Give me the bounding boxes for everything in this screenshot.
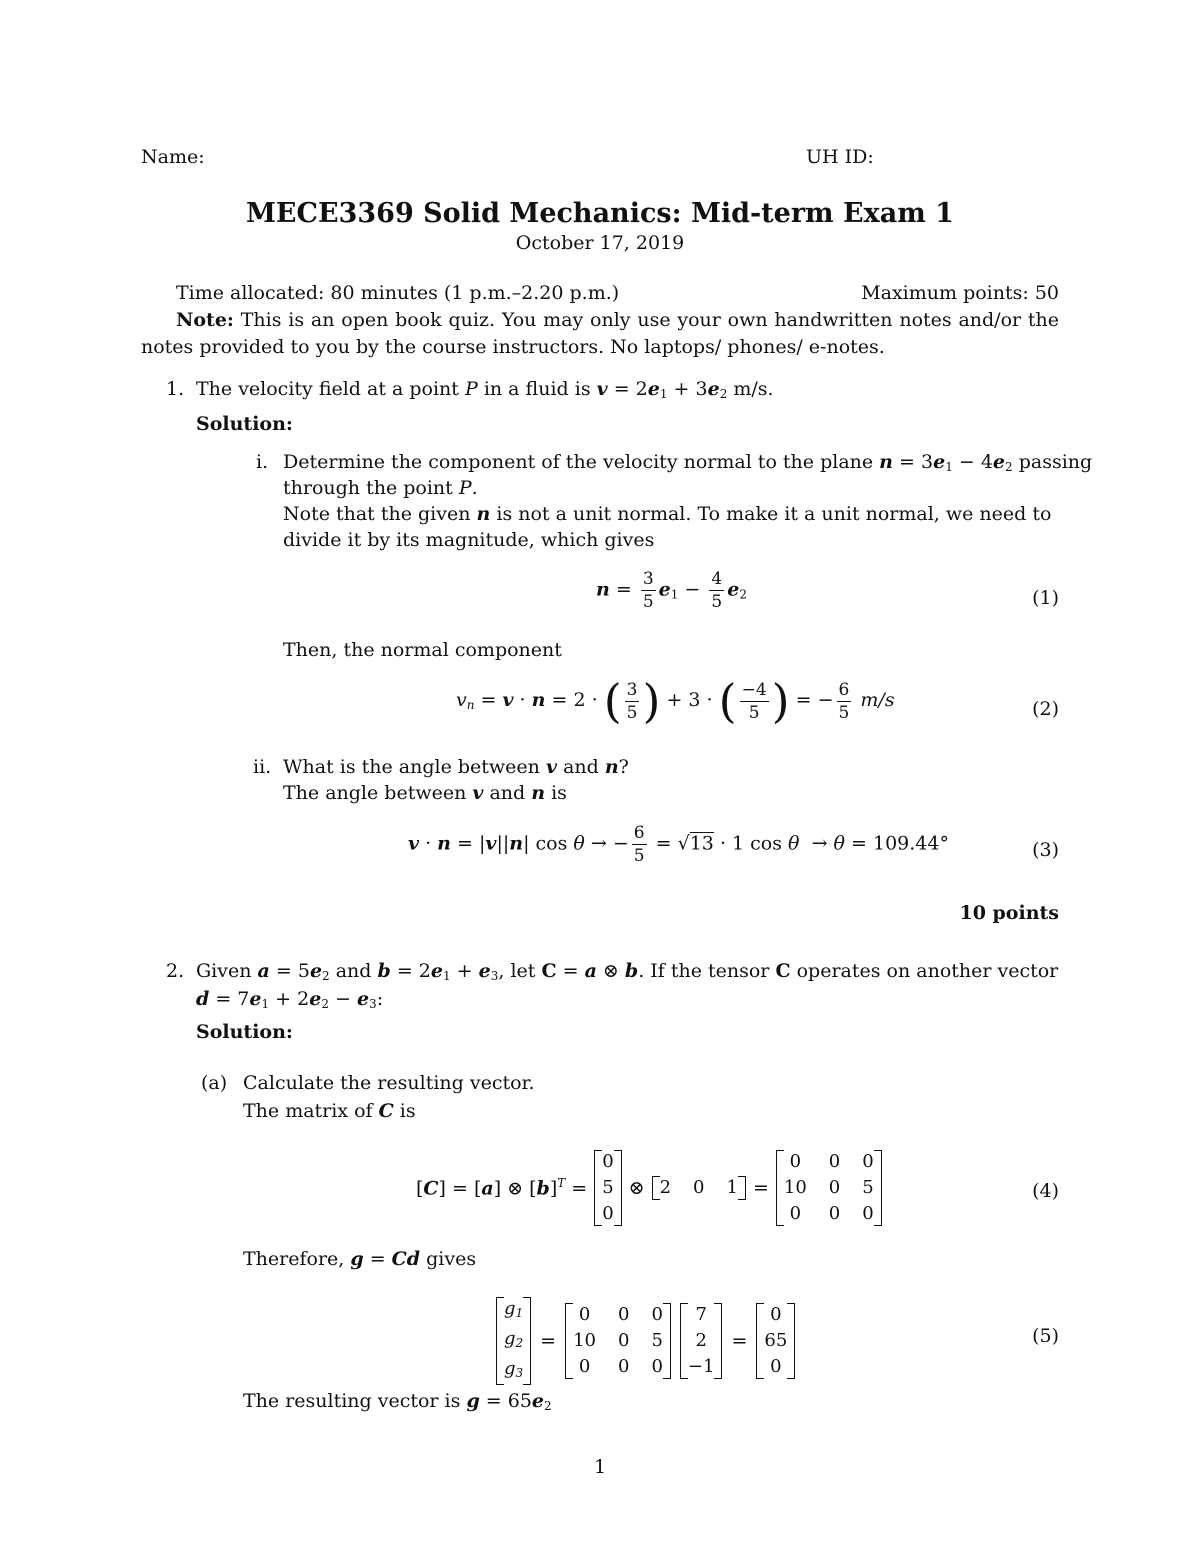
note-a: Note that the given xyxy=(283,503,471,525)
equation-1: n = $\frac{3}{5}$ $e_1$ − $\frac{4}{5}$ $e_2$ xyxy=(596,569,747,612)
angle-b: and xyxy=(489,782,526,804)
q2-part-a-text: Calculate the resulting vector. xyxy=(243,1072,535,1094)
matrix-result: 0 65 0 xyxy=(756,1303,795,1379)
q2-therefore-line: Therefore, g = Cd gives xyxy=(243,1248,477,1270)
q2-if-text: . If the tensor xyxy=(638,960,770,982)
time-allocated: Time allocated: 80 minutes (1 p.m.–2.20 p.m.) xyxy=(176,282,620,304)
q2-solution-label: Solution: xyxy=(196,1021,293,1043)
part-i-text-a: Determine the component of the velocity normal to the plane xyxy=(283,451,874,473)
matrix-c: 0 0 0 10 0 5 0 0 0 xyxy=(776,1150,882,1226)
q1-solution-label: Solution: xyxy=(196,413,293,435)
eq5-number: (5) xyxy=(1032,1325,1059,1347)
matrix-a: 0 5 0 xyxy=(594,1150,621,1226)
q1-part-i-line2: through the point P. xyxy=(283,477,478,499)
therefore-b: gives xyxy=(426,1248,477,1270)
result-text: The resulting vector is xyxy=(243,1390,461,1412)
q1-angle-line: The angle between v and n is xyxy=(283,782,567,804)
eq2-number: (2) xyxy=(1032,698,1059,720)
q2-matrix-line: The matrix of C is xyxy=(243,1100,416,1122)
part-i-text-b: passing xyxy=(1018,451,1093,473)
velocity-expression: $v = 2e_1 + 3e_2$ m/s. xyxy=(596,378,774,401)
matrix-c-2: 0 0 0 10 0 5 0 0 0 xyxy=(565,1303,671,1379)
q1-note-line1: Note that the given n is not a unit normal. To make it a unit normal, we need to xyxy=(283,503,1052,525)
q1-points: 10 points xyxy=(959,902,1059,924)
angle-c: is xyxy=(551,782,567,804)
q1-part-ii-label: ii. xyxy=(253,756,272,778)
q2-prompt-line1: Given $a = 5e_2$ and $b = 2e_1 + e_3$, let C = a ⊗ b. If the tensor C operates on another vector xyxy=(196,960,1059,983)
name-label: Name: xyxy=(141,146,205,168)
part-i-text-c: through the point xyxy=(283,477,453,499)
angle-a: The angle between xyxy=(283,782,467,804)
note-label: Note: xyxy=(176,309,234,331)
q2-vector-d: $d = 7e_1 + 2e_2 - e_3$: xyxy=(196,988,384,1011)
page-number: 1 xyxy=(593,1456,607,1478)
point-p-symbol: P xyxy=(464,378,478,400)
q1-then-text: Then, the normal component xyxy=(283,639,562,661)
q2-operates: operates on another vector xyxy=(796,960,1059,982)
eq1-number: (1) xyxy=(1032,587,1059,609)
equation-5: $g_1$ $g_2$ $g_3$ = 0 0 0 10 0 5 0 0 0 7 2 −1 = 0 65 0 xyxy=(496,1297,795,1385)
matrix-b-transpose: 2 0 1 xyxy=(652,1176,746,1200)
matrix-d: 7 2 −1 xyxy=(680,1303,723,1379)
therefore-a: Therefore, xyxy=(243,1248,345,1270)
part-ii-text-a: What is the angle between xyxy=(283,756,540,778)
uh-id-label: UH ID: xyxy=(806,146,874,168)
equation-3: v · n = |v||n| cos θ → − $\frac{6}{5}$ = √13 · 1 cos θ → θ = 109.44° xyxy=(408,823,949,866)
q1-part-i-label: i. xyxy=(256,451,269,473)
q1-prompt xyxy=(196,378,774,401)
page-title: MECE3369 Solid Mechanics: Mid-term Exam 1 xyxy=(246,198,954,229)
q2-and: and xyxy=(335,960,372,982)
max-points: Maximum points: 50 xyxy=(861,282,1059,304)
equation-2: $v_n = v \cdot n = 2$ · ( $\frac{3}{5}$ ) + 3 · ( $\frac{-4}{5}$ ) = − $\frac{6}{5}$ m/s xyxy=(456,674,895,728)
eq4-number: (4) xyxy=(1032,1180,1059,1202)
q1-note-line2: divide it by its magnitude, which gives xyxy=(283,529,655,551)
q2-result-line: The resulting vector is $g = 65e_2$ xyxy=(243,1390,552,1413)
fraction-4-5: $\frac{4}{5}$ xyxy=(711,569,723,612)
matrix-text-a: The matrix of xyxy=(243,1100,373,1122)
fraction-3-5: $\frac{3}{5}$ xyxy=(642,569,654,612)
exam-date: October 17, 2019 xyxy=(515,232,685,254)
q1-part-i-line1 xyxy=(283,451,1092,474)
matrix-g: $g_1$ $g_2$ $g_3$ xyxy=(496,1297,531,1385)
note-b: is not a unit normal. To make it a unit normal, we need to xyxy=(496,503,1052,525)
equation-4: [C] = [a] ⊗ $[b]^T$ = 0 5 0 ⊗ 2 0 1 = 0 0 0 10 0 5 0 0 0 xyxy=(416,1150,882,1226)
eq3-number: (3) xyxy=(1032,839,1059,861)
part-ii-text-b: and xyxy=(563,756,599,778)
matrix-text-b: is xyxy=(399,1100,416,1122)
note-text: This is an open book quiz. You may only use your own handwritten notes and/or the notes provided to you by the course instructors. No laptops/ phones/ e-notes. xyxy=(141,309,1060,358)
q1-prompt-a: The velocity field at a point xyxy=(196,378,459,400)
q2-number: 2. xyxy=(166,960,185,982)
q1-part-ii-question: What is the angle between v and n? xyxy=(283,756,629,778)
q1-prompt-b: in a fluid is xyxy=(483,378,591,400)
q1-number: 1. xyxy=(166,378,185,400)
q2-given: Given xyxy=(196,960,252,982)
exam-note xyxy=(141,307,1059,361)
q2-let: , let xyxy=(498,960,536,982)
plane-normal-expression: $n = 3e_1 - 4e_2$ xyxy=(879,451,1013,474)
q2-part-a-label: (a) xyxy=(201,1072,228,1094)
